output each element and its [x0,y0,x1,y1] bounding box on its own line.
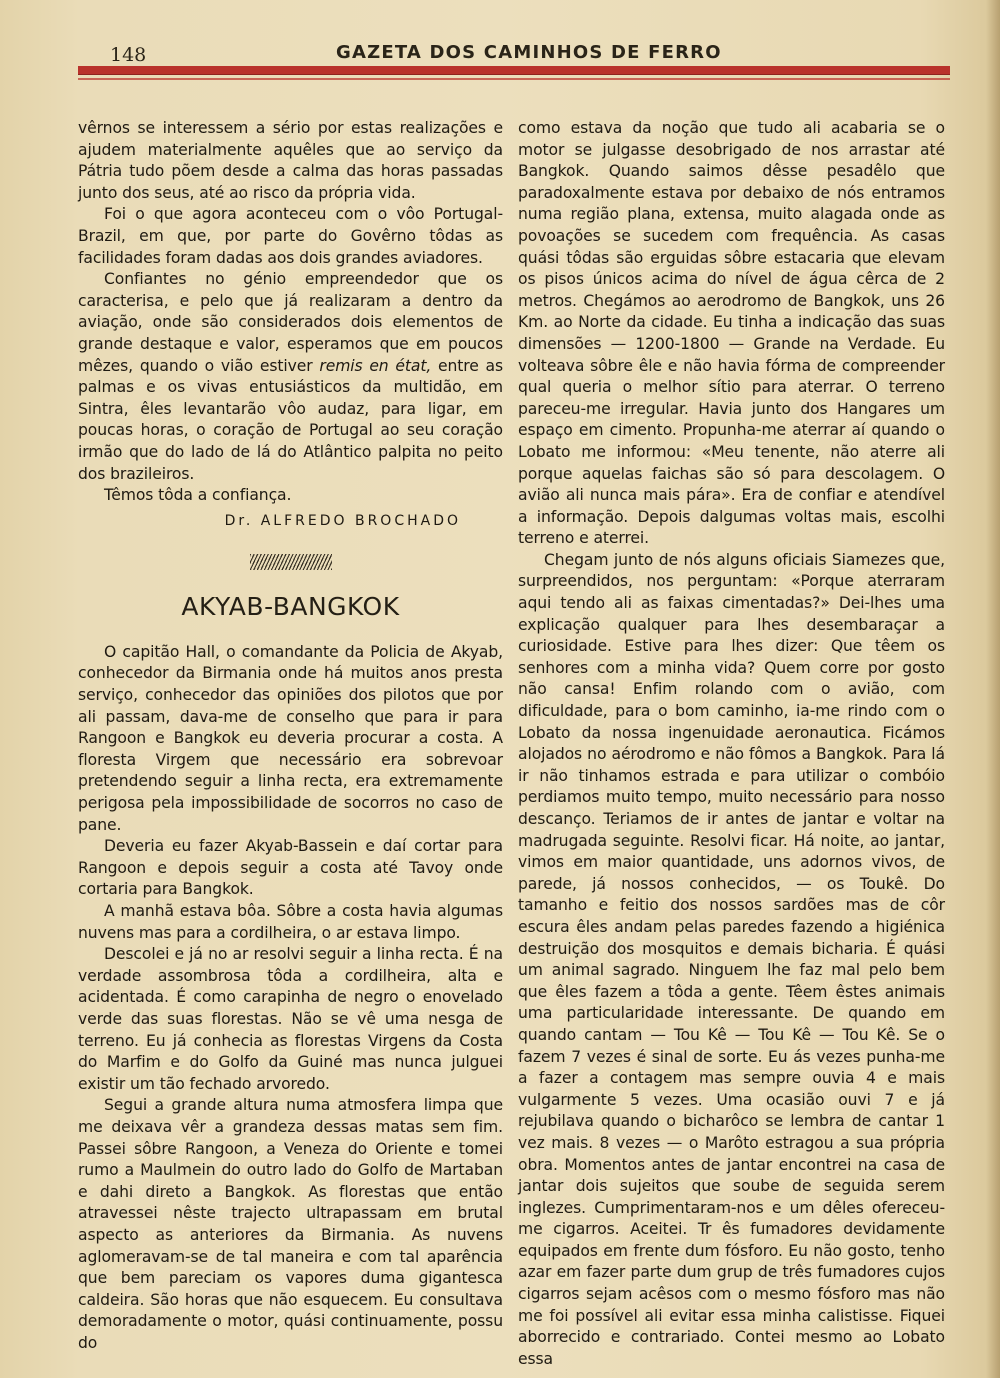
page-number: 148 [110,44,147,66]
paragraph: Descolei e já no ar resolvi seguir a linha recta. É na verdade assombrosa tôda a cordilheira, alta e acidentada. É como carapinha de negro o enovelado verde das suas florestas. Não se vê uma nesga de terreno. Eu já conhecia as florestas Virgens da Costa do Marfim e do Golfo da Guiné mas nunca julguei existir um tão fechado arvoredo. [78,945,503,1093]
paragraph: Têmos tôda a confiança. [104,486,292,505]
paragraph: Chegam junto de nós alguns oficiais Siamezes que, surpreendidos, nos perguntam: «Porque aterraram aqui tendo ali as faixas cimentadas?» Dei-lhes uma explicação qualquer para lhes desembaraçar a curiosidade. Estive para lhes dizer: Que têem os senhores com a minha vida? Quem corre por gosto não cansa! Enfim rolando com o avião, com dificuldade, para o bom caminho, ia-me rindo com o Lobato da nossa ingenuidade aeronautica. Ficámos alojados no aérodromo e não fômos a Bangkok. Para lá ir não tinhamos estrada e para utilizar o combóio perdiamos muito tempo, muito necessário para nosso descanço. Teriamos de ir antes de jantar e voltar na madrugada seguinte. Resolvi ficar. Há noite, ao jantar, vimos em maior quantidade, uns adornos vivos, de parede, já nossos conhecidos, — os Toukê. Do tamanho e feitio dos nossos sardões mas de côr escura êles andam pelas paredes fazendo a higiénica destruição dos mosquitos e demais bicharia. É quási um animal sagrado. Ninguem lhe faz mal pelo bem que êles fazem a tôda a gente. Têem êstes animais uma particularidade interessante. De quando em quando cantam — Tou Kê — Tou Kê — Tou Kê. Se o fazem 7 vezes é sinal de sorte. Eu ás vezes punha-me a fazer a contagem mas sempre ouvia 4 e mais vulgarmente 5 vezes. Uma ocasião ouvi 7 e já rejubilava quando o bicharôco se lembra de cantar 1 vez mais. 8 vezes — o Marôto estragou a sua própria obra. Momentos antes de jantar encontrei na casa de jantar dois sujeitos que soube de seguida serem inglezes. Cumprimentaram-nos e um dêles ofereceu-me cigarros. Aceitei. Tr ês fumadores devidamente equipados em frente dum fósforo. Eu não gosto, tenho azar em fazer parte dum grup de três fumadores cujos cigarros sejam acêsos com o mesmo fósforo mas não me foi possível ali evitar essa minha calistisse. Fiquei aborrecido e contrariado. Contei mesmo ao Lobato essa [518,550,945,1368]
paragraph: O capitão Hall, o comandante da Policia de Akyab, conhecedor da Birmania onde há muitos anos presta serviço, conhecedor das opiniões dos pilotos que por ali passam, dava-me de conselho que para ir para Rangoon e Bangkok eu deveria procurar a costa. A floresta Virgem que necessário era sobrevoar pretendendo seguir a linha recta, era extremamente perigosa pela impossibilidade de socorros no caso de pane. [78,642,503,834]
paragraph: como estava da noção que tudo ali acabaria se o motor se julgasse desobrigado de nos arrastar até Bangkok. Quando saimos dêsse pesadêlo que paradoxalmente estava por debaixo de nós entramos numa região plana, extensa, muito alagada onde as povoações se sucedem com frequência. As casas quási tôdas são erguidas sôbre estacaria que elevam os pisos únicos acima do nível de água cêrca de 2 metros. Chegámos ao aerodromo de Bangkok, uns 26 Km. ao Norte da cidade. Eu tinha a indicação das suas dimensões — 1200-1800 — Grande na Verdade. Eu volteava sôbre êle e não havia fórma de compreender qual queria o melhor sítio para aterrar. O terreno pareceu-me irregular. Havia junto dos Hangares um espaço em cimento. Propunha-me aterrar aí quando o Lobato me informou: «Meu tenente, não aterre ali porque aquelas faichas são só para descolagem. O avião ali nunca mais pára». Era de confiar e atendível a informação. Depois dalgumas voltas mais, escolhi terreno e aterrei. [518,119,945,548]
section-divider-ornament [250,554,332,570]
paragraph: Deveria eu fazer Akyab-Bassein e daí cortar para Rangoon e depois seguir a costa até Tavoy onde cortaria para Bangkok. [78,837,503,899]
author-signature: Dr. ALFREDO BROCHADO [224,512,461,529]
right-column [518,118,945,1370]
paragraph: A manhã estava bôa. Sôbre a costa havia algumas nuvens mas para a cordilheira, o ar estava limpo. [78,902,503,942]
header-red-rule-thin [78,78,950,80]
paragraph: Foi o que agora aconteceu com o vôo Portugal-Brazil, em que, por parte do Govêrno tôdas as facilidades foram dadas aos dois grandes aviadores. [78,205,503,267]
paragraph [78,269,503,485]
paragraph: vêrnos se interessem a sério por estas realizações e ajudem materialmente aquêles que ao serviço da Pátria tudo põem desde a calma das horas passadas junto dos seus, até ao risco da própria vida. [78,119,503,202]
page-edge-shadow [986,0,1000,1378]
header-red-rule [78,66,950,74]
paragraph: Segui a grande altura numa atmosfera limpa que me deixava vêr a grandeza dessas matas sem fim. Passei sôbre Rangoon, a Veneza do Oriente e tomei rumo a Maulmein do outro lado do Golfo de Martaban e dahi direto a Bangkok. As florestas que então atravessei nêste trajecto ultrapassam em brutal aspecto as anteriores da Birmania. As nuvens aglomeravam-se de tal maneira e com tal aparência que bem pareciam os vapores duma gigantesca caldeira. São horas que não esquecem. Eu consultava demoradamente o motor, quási continuamente, possu do [78,1096,503,1352]
journal-title: GAZETA DOS CAMINHOS DE FERRO [336,42,722,63]
left-column [78,118,503,1354]
paragraph-text: entre as palmas e os vivas entusiásticos da multidão, em Sintra, êles levantarão vôo audaz, para ligar, em poucas horas, o coração de Portugal ao seu coração irmão que do lado de lá do Atlântico palpita no peito dos brazileiros. [78,356,504,483]
article-title: AKYAB-BANGKOK [181,592,400,622]
paragraph-text: Confiantes no génio empreendedor que os caracterisa, e pelo que já realizaram a dentro da aviação, onde são considerados dois elementos de grande destaque e valor, esperamos que em poucos mêzes, quando o vião estiver [78,270,503,375]
italic-phrase: remis en état, [319,356,432,375]
